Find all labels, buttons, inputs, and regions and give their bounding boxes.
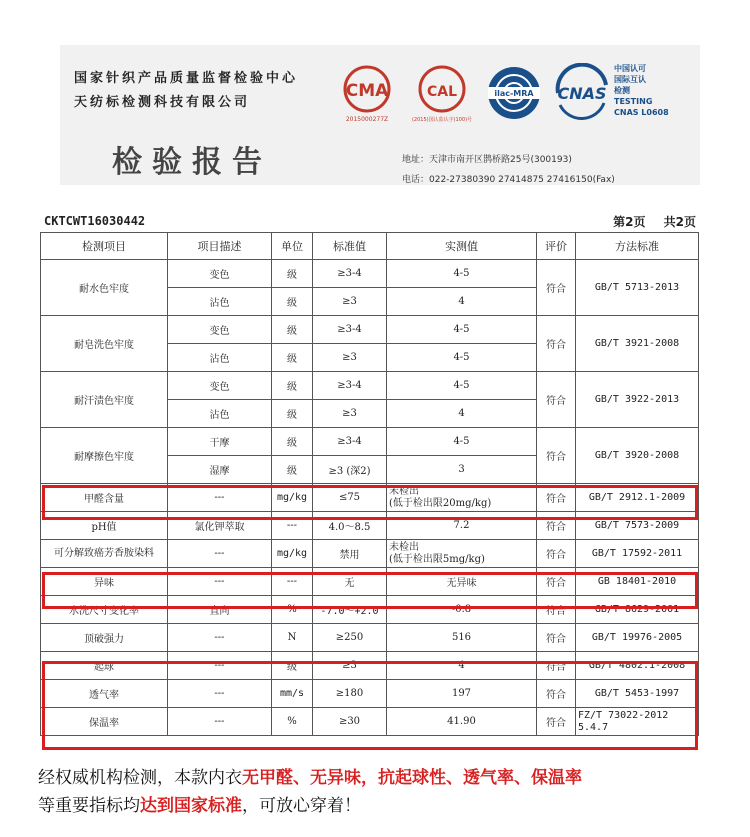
unit: --- <box>272 512 313 540</box>
item-description: 直向 <box>168 596 272 624</box>
measured-value: 4 <box>387 652 537 680</box>
standard-value: ≥3 <box>313 288 387 316</box>
item-description: --- <box>168 680 272 708</box>
standard-value: ≥3-4 <box>313 260 387 288</box>
standard-value: ≥3 <box>313 344 387 372</box>
item-description: --- <box>168 484 272 512</box>
test-item: 顶破强力 <box>41 624 168 652</box>
summary-part-3: ，可放心穿着！ <box>242 796 361 816</box>
measured-value-main: 未检出 <box>389 485 419 497</box>
item-description: 湿摩 <box>168 456 272 484</box>
org-name-1: 国家针织产品质量监督检验中心 <box>74 71 299 86</box>
summary-text <box>38 764 718 820</box>
test-item: 甲醛含量 <box>41 484 168 512</box>
measured-value: 4-5 <box>387 316 537 344</box>
standard-value: ≥30 <box>313 708 387 736</box>
unit: % <box>272 708 313 736</box>
evaluation: 符合 <box>537 512 576 540</box>
measured-value <box>387 540 537 568</box>
evaluation: 符合 <box>537 260 576 316</box>
column-header: 评价 <box>537 233 576 260</box>
test-item: 保温率 <box>41 708 168 736</box>
evaluation: 符合 <box>537 540 576 568</box>
test-item: 起球 <box>41 652 168 680</box>
column-header: 项目描述 <box>168 233 272 260</box>
page-indicator <box>599 213 696 230</box>
method-standard: GB/T 2912.1-2009 <box>576 484 699 512</box>
measured-value: -0.8 <box>387 596 537 624</box>
unit: 级 <box>272 260 313 288</box>
item-description: --- <box>168 624 272 652</box>
item-description: --- <box>168 708 272 736</box>
standard-value: ≥250 <box>313 624 387 652</box>
phone-line: 电话：022-27380390 27414875 27416150(Fax) <box>402 175 615 185</box>
report-number: CKTCWT16030442 <box>44 214 146 228</box>
svg-text:CMA: CMA <box>345 81 389 101</box>
measured-value-note: (低于检出限5mg/kg) <box>389 553 485 565</box>
measured-value <box>387 484 537 512</box>
organization-names <box>74 67 298 115</box>
table-row <box>41 372 699 400</box>
method-standard: GB/T 5453-1997 <box>576 680 699 708</box>
method-standard: GB/T 7573-2009 <box>576 512 699 540</box>
unit: 级 <box>272 316 313 344</box>
report-header <box>60 45 700 185</box>
table-row <box>41 260 699 288</box>
item-description: 氯化钾萃取 <box>168 512 272 540</box>
column-header: 实测值 <box>387 233 537 260</box>
standard-value: ≥3-4 <box>313 428 387 456</box>
evaluation: 符合 <box>537 596 576 624</box>
unit: mg/kg <box>272 540 313 568</box>
measured-value-main: 未检出 <box>389 541 419 553</box>
column-header: 标准值 <box>313 233 387 260</box>
measured-value: 3 <box>387 456 537 484</box>
page-number: 第2页 <box>613 215 646 229</box>
table-header-row <box>41 233 699 260</box>
unit: N <box>272 624 313 652</box>
method-standard: GB 18401-2010 <box>576 568 699 596</box>
svg-text:CAL: CAL <box>426 84 458 100</box>
column-header: 方法标准 <box>576 233 699 260</box>
report-title: 检验报告 <box>112 145 272 180</box>
item-description: 沾色 <box>168 400 272 428</box>
address-line: 地址：天津市南开区鹊桥路25号(300193) <box>402 155 572 165</box>
table-row <box>41 540 699 568</box>
table-row <box>41 512 699 540</box>
evaluation: 符合 <box>537 652 576 680</box>
method-standard: GB/T 19976-2005 <box>576 624 699 652</box>
test-item: 水洗尺寸变化率 <box>41 596 168 624</box>
evaluation: 符合 <box>537 372 576 428</box>
svg-text:CNAS: CNAS <box>557 84 607 103</box>
unit: mm/s <box>272 680 313 708</box>
summary-highlight-1: 无甲醛、无异味，抗起球性、透气率、保温率 <box>242 768 582 788</box>
table-row <box>41 316 699 344</box>
item-description: --- <box>168 652 272 680</box>
svg-text:2015000277Z: 2015000277Z <box>345 116 389 123</box>
evaluation: 符合 <box>537 568 576 596</box>
item-description: 变色 <box>168 372 272 400</box>
item-description: --- <box>168 568 272 596</box>
table-row <box>41 428 699 456</box>
test-results-table <box>40 232 699 736</box>
measured-value: 4-5 <box>387 260 537 288</box>
unit: 级 <box>272 400 313 428</box>
svg-text:(2015)国认监认字(100)号: (2015)国认监认字(100)号 <box>412 117 472 123</box>
unit: 级 <box>272 428 313 456</box>
table-row <box>41 596 699 624</box>
unit: mg/kg <box>272 484 313 512</box>
item-description: 变色 <box>168 260 272 288</box>
measured-value: 4-5 <box>387 344 537 372</box>
column-header: 单位 <box>272 233 313 260</box>
ilac-mra-logo <box>484 63 544 125</box>
measured-value: 4-5 <box>387 428 537 456</box>
evaluation: 符合 <box>537 708 576 736</box>
standard-value: 禁用 <box>313 540 387 568</box>
evaluation: 符合 <box>537 484 576 512</box>
item-description: 干摩 <box>168 428 272 456</box>
standard-value: 无 <box>313 568 387 596</box>
standard-value: ≥180 <box>313 680 387 708</box>
test-item: pH值 <box>41 512 168 540</box>
standard-value: ≥3-4 <box>313 316 387 344</box>
evaluation: 符合 <box>537 316 576 372</box>
measured-value: 4 <box>387 288 537 316</box>
standard-value: ≥3-4 <box>313 372 387 400</box>
evaluation: 符合 <box>537 680 576 708</box>
test-item: 可分解致癌芳香胺染料 <box>41 540 168 568</box>
method-standard: GB/T 3921-2008 <box>576 316 699 372</box>
unit: 级 <box>272 372 313 400</box>
test-item: 异味 <box>41 568 168 596</box>
standard-value: 4.0～8.5 <box>313 512 387 540</box>
measured-value: 4 <box>387 400 537 428</box>
measured-value: 197 <box>387 680 537 708</box>
svg-text:ilac-MRA: ilac-MRA <box>494 89 534 98</box>
unit: --- <box>272 568 313 596</box>
column-header: 检测项目 <box>41 233 168 260</box>
contact-info <box>402 150 615 190</box>
standard-value: ≥3 (深2) <box>313 456 387 484</box>
test-item: 透气率 <box>41 680 168 708</box>
table-row <box>41 652 699 680</box>
method-standard: GB/T 3920-2008 <box>576 428 699 484</box>
unit: 级 <box>272 288 313 316</box>
unit: 级 <box>272 652 313 680</box>
item-description: 沾色 <box>168 288 272 316</box>
measured-value: 4-5 <box>387 372 537 400</box>
org-name-2: 天纺标检测科技有限公司 <box>74 95 251 110</box>
evaluation: 符合 <box>537 428 576 484</box>
unit: % <box>272 596 313 624</box>
standard-value: ≥3 <box>313 652 387 680</box>
table-row <box>41 484 699 512</box>
unit: 级 <box>272 456 313 484</box>
test-item: 耐皂洗色牢度 <box>41 316 168 372</box>
summary-part-1: 经权威机构检测，本款内衣 <box>38 768 242 788</box>
method-standard: GB/T 4802.1-2008 <box>576 652 699 680</box>
table-row <box>41 708 699 736</box>
method-standard: GB/T 3922-2013 <box>576 372 699 428</box>
test-item: 耐汗渍色牢度 <box>41 372 168 428</box>
cal-logo <box>412 63 472 125</box>
method-standard: GB/T 8629-2001 <box>576 596 699 624</box>
test-item: 耐摩擦色牢度 <box>41 428 168 484</box>
standard-value: -7.0～+2.0 <box>313 596 387 624</box>
table-row <box>41 624 699 652</box>
item-description: 沾色 <box>168 344 272 372</box>
evaluation: 符合 <box>537 624 576 652</box>
item-description: --- <box>168 540 272 568</box>
cma-logo <box>336 63 398 125</box>
method-standard: GB/T 17592-2011 <box>576 540 699 568</box>
measured-value: 41.90 <box>387 708 537 736</box>
measured-value-note: (低于检出限20mg/kg) <box>389 497 492 509</box>
table-row <box>41 568 699 596</box>
page-total: 共2页 <box>663 215 696 229</box>
summary-part-2: 等重要指标均 <box>38 796 140 816</box>
measured-value: 无异味 <box>387 568 537 596</box>
table-row <box>41 680 699 708</box>
method-standard: FZ/T 73022-2012 5.4.7 <box>576 708 699 736</box>
cnas-logo <box>550 63 614 125</box>
item-description: 变色 <box>168 316 272 344</box>
standard-value: ≥3 <box>313 400 387 428</box>
cnas-accreditation-text: 中国认可 国际互认 检测 TESTING CNAS L0608 <box>614 64 669 117</box>
measured-value: 516 <box>387 624 537 652</box>
method-standard: GB/T 5713-2013 <box>576 260 699 316</box>
standard-value: ≤75 <box>313 484 387 512</box>
summary-highlight-2: 达到国家标准 <box>140 796 242 816</box>
unit: 级 <box>272 344 313 372</box>
test-item: 耐水色牢度 <box>41 260 168 316</box>
measured-value: 7.2 <box>387 512 537 540</box>
